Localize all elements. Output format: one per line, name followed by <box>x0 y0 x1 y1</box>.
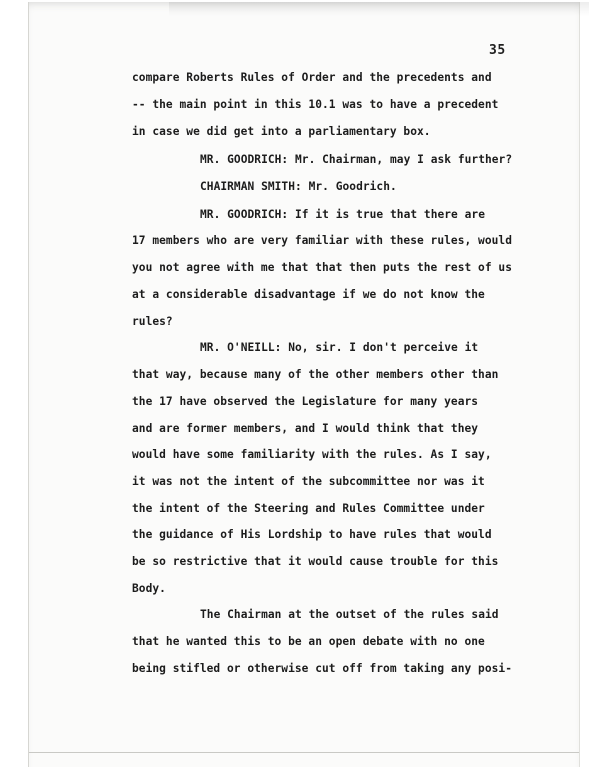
text-line: MR. O'NEILL: No, sir. I don't perceive it <box>200 341 479 354</box>
text-line: you not agree with me that that then puts the rest of us <box>132 261 512 274</box>
text-line: that way, because many of the other members other than <box>132 368 499 381</box>
text-line: and are former members, and I would think that they <box>132 422 479 435</box>
text-line: being stifled or otherwise cut off from taking any posi- <box>132 662 512 675</box>
text-line: it was not the intent of the subcommittee nor was it <box>132 475 485 488</box>
text-line: that he wanted this to be an open debate with no one <box>132 635 485 648</box>
text-line: CHAIRMAN SMITH: Mr. Goodrich. <box>200 180 397 193</box>
text-line: at a considerable disadvantage if we do not know the <box>132 288 485 301</box>
text-line: compare Roberts Rules of Order and the precedents and <box>132 71 492 84</box>
page-number: 35 <box>489 43 506 58</box>
text-line: the 17 have observed the Legislature for many years <box>132 395 479 408</box>
text-line: the intent of the Steering and Rules Committee under <box>132 502 485 515</box>
text-line: 17 members who are very familiar with these rules, would <box>132 234 512 247</box>
text-line: -- the main point in this 10.1 was to have a precedent <box>132 98 499 111</box>
text-line: MR. GOODRICH: If it is true that there are <box>200 208 485 221</box>
text-line: Body. <box>132 582 166 595</box>
text-line: The Chairman at the outset of the rules said <box>200 608 499 621</box>
page-bottom-edge <box>29 752 579 753</box>
text-line: would have some familiarity with the rules. As I say, <box>132 448 492 461</box>
text-line: in case we did get into a parliamentary box. <box>132 125 431 138</box>
scan-bleed-through <box>169 2 589 16</box>
text-line: MR. GOODRICH: Mr. Chairman, may I ask further? <box>200 153 513 166</box>
text-line: be so restrictive that it would cause trouble for this <box>132 555 499 568</box>
text-line: rules? <box>132 315 173 328</box>
document-page <box>28 2 580 767</box>
text-line: the guidance of His Lordship to have rules that would <box>132 528 492 541</box>
